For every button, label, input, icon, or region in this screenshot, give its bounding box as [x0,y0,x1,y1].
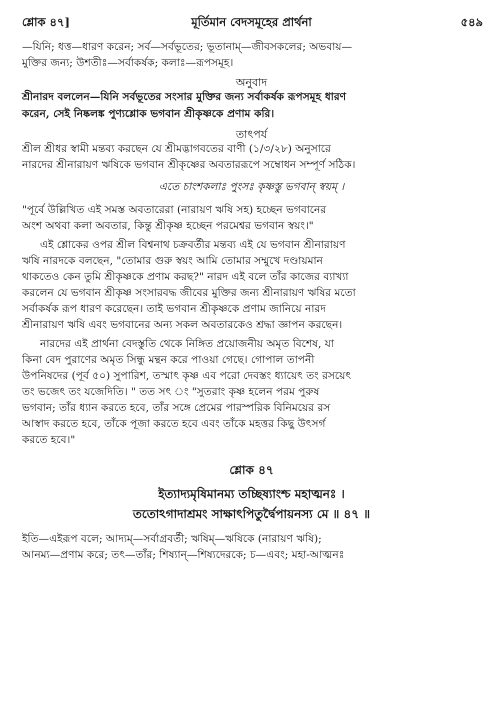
sanskrit-verse-line: ইত্যাদ্যমৃষিমানম্য তচ্ছিষ্যাংশ্চ মহাত্মনঃ । [158,487,345,501]
purport-paragraph-line: সর্বাকর্ষক রূপ ধারণ করেছেন। তাই ভগবান শ্রীকৃষ্ণকে প্রণাম জানিয়ে নারদ [22,303,326,315]
purport-paragraph-line: কিনা বেদ পুরাণের অমৃত সিন্ধু মন্থন করে পাওয়া গেছে। গোপাল তাপনী [22,354,315,366]
purport-paragraph-line: থাকতেও কেন তুমি শ্রীকৃষ্ণকে প্রণাম করছ?" নারদ এই বলে তাঁর কাজের ব্যাখ্যা [22,271,349,283]
purport-paragraph-line: ভগবান; তাঁর ধ্যান করতে হবে, তাঁর সঙ্গে প্রেমের পারস্পরিক বিনিময়ের রস [22,402,331,414]
purport-line: নারদের শ্রীনারায়ণ ঋষিকে ভগবান শ্রীকৃষ্ণের অবতাররূপে সম্বোধন সম্পূর্ণ সঠিক। [22,159,356,171]
purport-paragraph-line: আস্বাদ করতে হবে, তাঁকে পূজা করতে হবে এবং তাঁকে মহত্তর কিছু উৎসর্গ [22,418,326,430]
verse-number-heading: শ্লোক ৪৭ [229,463,274,477]
purport-line: শ্রীল শ্রীধর স্বামী মন্তব্য করছেন যে শ্রীমদ্ভাগবতের বাণী (১/৩/২৮) অনুসারে [22,143,331,155]
purport-heading: তাৎপর্য [235,128,268,141]
header-verse-reference: শ্লোক ৪৭] [22,15,70,29]
synonyms-line: —যিনি; ধত্ত—ধারণ করেন; সর্ব—সর্বভূতের; ভূতানাম্—জীবসকলের; অভবায়— [22,41,353,53]
synonyms-line: ইতি—এইরূপ বলে; আদ্যম্—সর্বাগ্রবর্তী; ঋষিম্—ঋষিকে (নারায়ণ ঋষি); [22,533,322,545]
purport-paragraph-line: তং ভজেৎ তং যজেদিতি। " তত সৎ ং "সুতরাং কৃষ্ণ হলেন পরম পুরুষ [22,386,320,398]
translation-line: শ্রীনারদ বললেন—যিনি সর্বভূতের সংসার মুক্তির জন্য সর্বাকর্ষক রূপসমূহ ধারণ [22,91,347,103]
purport-paragraph-line: ঋষি নারদকে বলছেন, "তোমার গুরু স্বয়ং আমি তোমার সম্মুখে দণ্ডায়মান [22,255,323,267]
quote-translation-line: অংশ অথবা কলা অবতার, কিন্তু শ্রীকৃষ্ণ হচ্ছেন পরমেশ্বর ভগবান স্বয়ং।" [22,220,314,232]
purport-paragraph-line: করলেন যে ভগবান শ্রীকৃষ্ণ সংসারবদ্ধ জীবের মুক্তির জন্য শ্রীনারায়ণ ঋষির মতো [22,287,356,299]
sanskrit-verse-line: ততোঽগাদাশ্রমং সাক্ষাৎপিতুর্দ্বৈপায়নস্য মে ॥ ৪৭ ॥ [132,507,371,521]
translation-line: করেন, সেই নিষ্কলঙ্ক পুণ্যশ্লোক ভগবান শ্রীকৃষ্ণকে প্রণাম করি। [22,108,275,120]
purport-paragraph-line: করতে হবে।" [22,434,76,446]
synonyms-line: মুক্তির জন্য; উশতীঃ—সর্বাকর্ষক; কলাঃ—রূপসমূহ। [22,57,234,69]
purport-paragraph-line: নারদের এই প্রার্থনা বেদস্তুতি থেকে নিঙ্গিত প্রয়োজনীয় অমৃত বিশেষ, যা [40,338,334,350]
translation-heading: অনুবাদ [235,76,268,89]
quote-translation-line: "পূর্বে উল্লিখিত এই সমস্ত অবতারেরা (নারায়ণ ঋষি সহ) হচ্ছেন ভগবানের [22,204,327,216]
synonyms-line: আনম্য—প্রণাম করে; তৎ—তাঁর; শিষ্যান্—শিষ্যদেরকে; চ—এবং; মহা-আত্মনঃ [22,549,345,561]
purport-paragraph-line: উপনিষদের (পূর্ব ৫০) সুপারিশ, তস্মাৎ কৃষ্ণ এব পরো দেবস্তং ধ্যায়েৎ তং রসয়েৎ [22,370,352,382]
purport-paragraph-line: শ্রীনারায়ণ ঋষি এবং ভগবানের অন্য সকল অবতারকেও শ্রদ্ধা জ্ঞাপন করছেন। [22,319,343,331]
quoted-sanskrit-verse: এতে চাংশকলাঃ পুংসঃ কৃষ্ণস্তু ভগবান্ স্বয়ম্ । [158,181,345,193]
header-chapter-title: মূর্তিমান বেদসমূহের প্রার্থনা [191,15,312,29]
purport-paragraph-line: এই শ্লোকের ওপর শ্রীল বিশ্বনাথ চক্রবর্তীর মন্তব্য এই যে ভগবান শ্রীনারায়ণ [40,239,346,251]
page-number: ৫৪৯ [460,15,483,29]
